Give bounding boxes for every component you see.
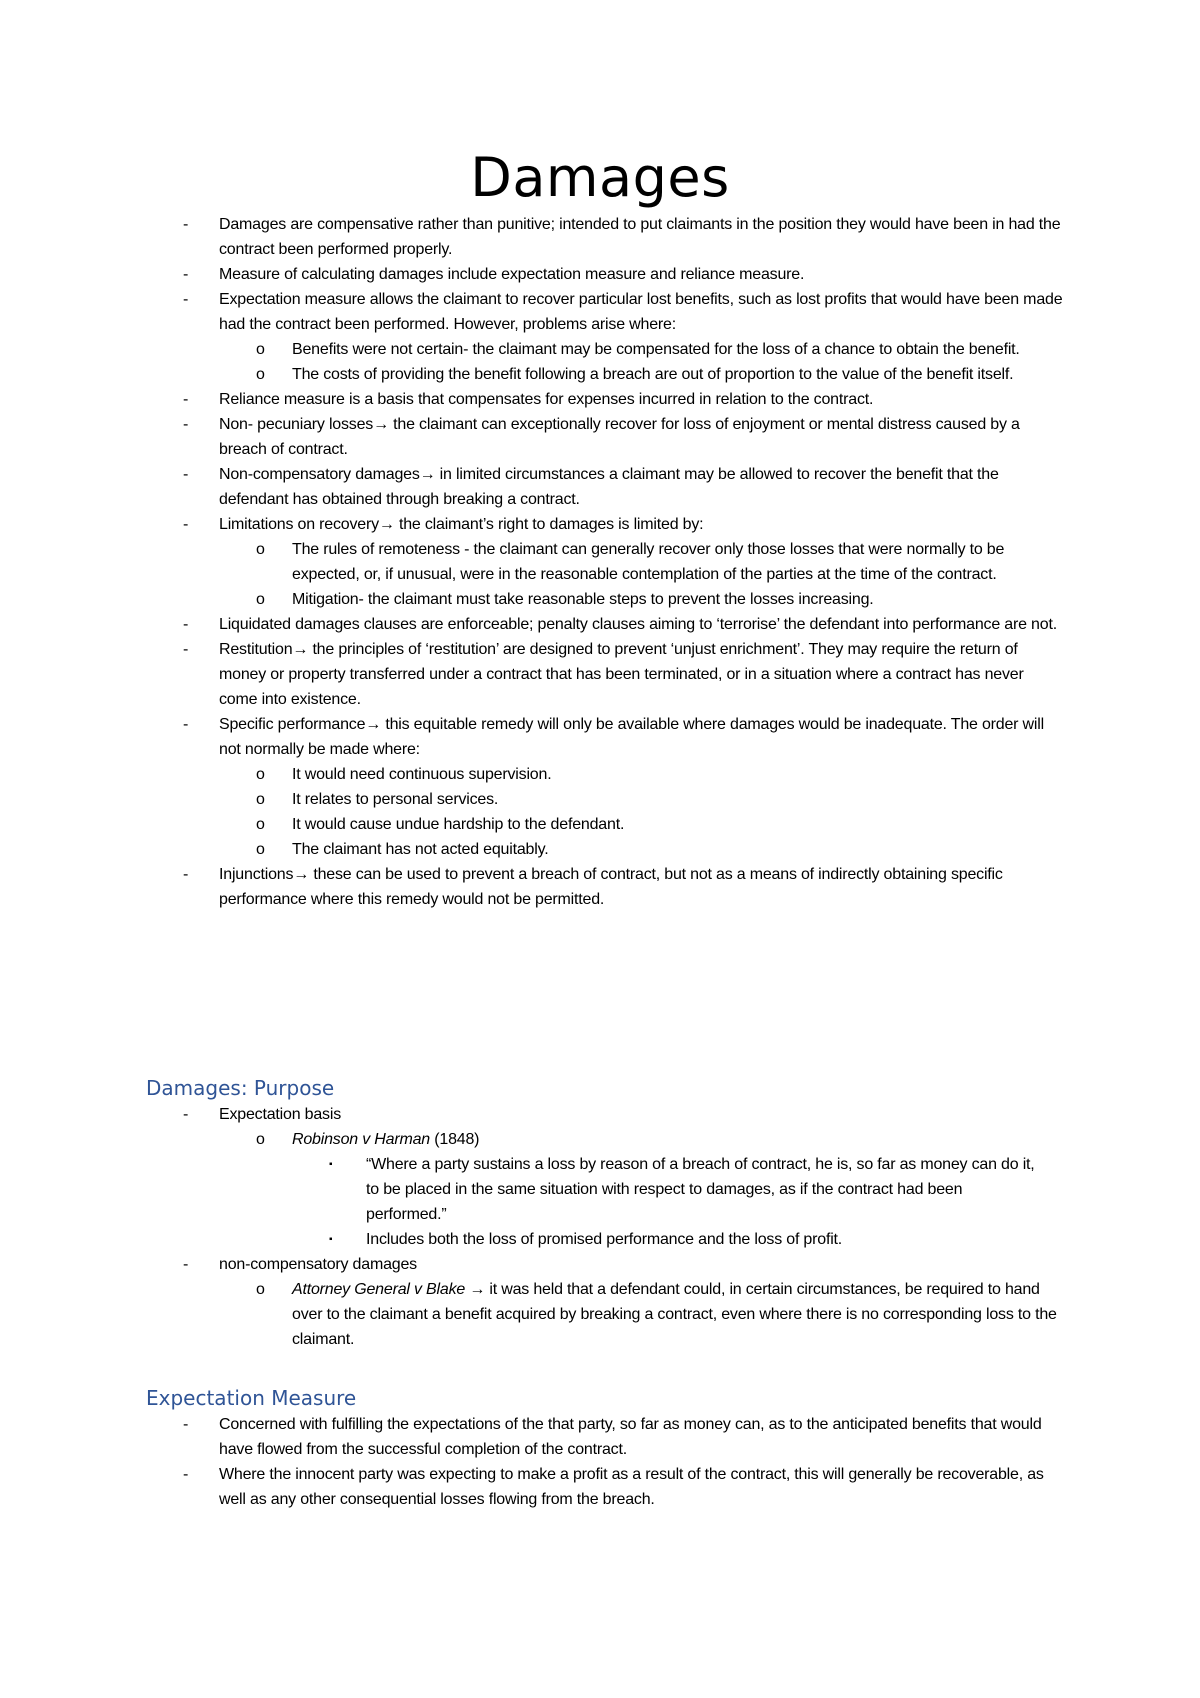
list-item-text: Non-compensatory damages→ in limited circumstances a claimant may be allowed to recover the benefit that the defendant has obtained through breaking a contract. [219,466,999,508]
circle-bullet: o [256,591,265,608]
list-item [0,1227,1200,1252]
dash-bullet: - [183,641,189,658]
list-item-text: → it was held that a defendant could, in certain circumstances, be required to hand over to the claimant a benefit acquired by breaking a contract, even where there is no corresponding loss to the claimant. [292,1281,1057,1348]
case-name: Attorney General v Blake [292,1281,466,1298]
dash-bullet: - [183,291,189,308]
list-item [0,387,1200,412]
circle-bullet: o [256,341,265,358]
list-item-text: Restitution→ the principles of ‘restitution’ are designed to prevent ‘unjust enrichment’. They may require the return of money or property transferred under a contract that has been terminated, or in a situation where a contract has never come into existence. [219,641,1024,708]
list-item [0,787,1200,812]
overview-list [0,212,1200,912]
circle-bullet: o [256,366,265,383]
list-item-text: Reliance measure is a basis that compensates for expenses incurred in relation to the contract. [219,391,874,408]
list-item [0,362,1200,387]
list-item [0,712,1200,762]
document-title: Damages [470,146,730,209]
list-item-text: (1848) [430,1131,480,1148]
list-item [0,462,1200,512]
list-item [0,762,1200,787]
list-item [0,537,1200,587]
dash-bullet: - [183,516,189,533]
circle-bullet: o [256,1131,265,1148]
expectation-list [0,1412,1200,1512]
purpose-list [0,1102,1200,1352]
list-item [0,1412,1200,1462]
dash-bullet: - [183,866,189,883]
list-item-text: Expectation basis [219,1106,342,1123]
list-item-text: Injunctions→ these can be used to prevent a breach of contract, but not as a means of indirectly obtaining specific performance where this remedy would not be permitted. [219,866,1003,908]
list-item-text: The rules of remoteness - the claimant can generally recover only those losses that were normally to be expected, or, if unusual, were in the reasonable contemplation of the parties at the time of the contract. [292,541,1005,583]
list-item [0,262,1200,287]
dash-bullet: - [183,1416,189,1433]
list-item-text: Concerned with fulfilling the expectations of the that party, so far as money can, as to the anticipated benefits that would have flowed from the successful completion of the contract. [219,1416,1042,1458]
dash-bullet: - [183,216,189,233]
list-item-text: “Where a party sustains a loss by reason of a breach of contract, he is, so far as money can do it, to be placed in the same situation with respect to damages, as if the contract had been performed.” [366,1156,1035,1223]
circle-bullet: o [256,541,265,558]
list-item [0,1252,1200,1277]
list-item [0,412,1200,462]
dash-bullet: - [183,416,189,433]
list-item-text: Where the innocent party was expecting to make a profit as a result of the contract, this will generally be recoverable, as well as any other consequential losses flowing from the breach. [219,1466,1044,1508]
list-item-text: Non- pecuniary losses→ the claimant can exceptionally recover for loss of enjoyment or mental distress caused by a breach of contract. [219,416,1020,458]
dash-bullet: - [183,466,189,483]
list-item [0,637,1200,712]
dash-bullet: - [183,266,189,283]
list-item [0,212,1200,262]
list-item [0,587,1200,612]
list-item-text: Expectation measure allows the claimant to recover particular lost benefits, such as lost profits that would have been made had the contract been performed. However, problems arise where: [219,291,1063,333]
list-item [0,512,1200,537]
list-item-text: non-compensatory damages [219,1256,417,1273]
list-item-text: Specific performance→ this equitable remedy will only be available where damages would be inadequate. The order will not normally be made where: [219,716,1044,758]
list-item-text: Mitigation- the claimant must take reasonable steps to prevent the losses increasing. [292,591,874,608]
list-item-text: The costs of providing the benefit following a breach are out of proportion to the value of the benefit itself. [292,366,1014,383]
list-item [0,837,1200,862]
dash-bullet: - [183,716,189,733]
list-item [0,612,1200,637]
dash-bullet: - [183,1106,189,1123]
list-item-text: Benefits were not certain- the claimant may be compensated for the loss of a chance to obtain the benefit. [292,341,1020,358]
list-item [0,1102,1200,1127]
list-item-text: The claimant has not acted equitably. [292,841,549,858]
circle-bullet: o [256,766,265,783]
dash-bullet: - [183,1256,189,1273]
list-item [0,1277,1200,1352]
dash-bullet: - [183,1466,189,1483]
list-item [0,337,1200,362]
list-item-text: Damages are compensative rather than punitive; intended to put claimants in the position they would have been in had the contract been performed properly. [219,216,1061,258]
list-item-text: Limitations on recovery→ the claimant’s right to damages is limited by: [219,516,704,533]
circle-bullet: o [256,791,265,808]
list-item-text: It would cause undue hardship to the defendant. [292,816,625,833]
list-item-text: Liquidated damages clauses are enforceable; penalty clauses aiming to ‘terrorise’ the defendant into performance are not. [219,616,1057,633]
circle-bullet: o [256,841,265,858]
list-item [0,1462,1200,1512]
list-item-text: Measure of calculating damages include expectation measure and reliance measure. [219,266,805,283]
section-heading-expectation: Expectation Measure [146,1386,357,1410]
list-item [0,812,1200,837]
circle-bullet: o [256,816,265,833]
section-heading-purpose: Damages: Purpose [146,1076,335,1100]
list-item [0,287,1200,337]
square-bullet: ▪ [329,1234,333,1245]
list-item [0,1127,1200,1152]
list-item [0,862,1200,912]
list-item-text: It would need continuous supervision. [292,766,552,783]
square-bullet: ▪ [329,1159,333,1170]
list-item-text: It relates to personal services. [292,791,499,808]
circle-bullet: o [256,1281,265,1298]
case-name: Robinson v Harman [292,1131,430,1148]
list-item-text: Includes both the loss of promised performance and the loss of profit. [366,1231,843,1248]
dash-bullet: - [183,391,189,408]
list-item [0,1152,1200,1227]
dash-bullet: - [183,616,189,633]
